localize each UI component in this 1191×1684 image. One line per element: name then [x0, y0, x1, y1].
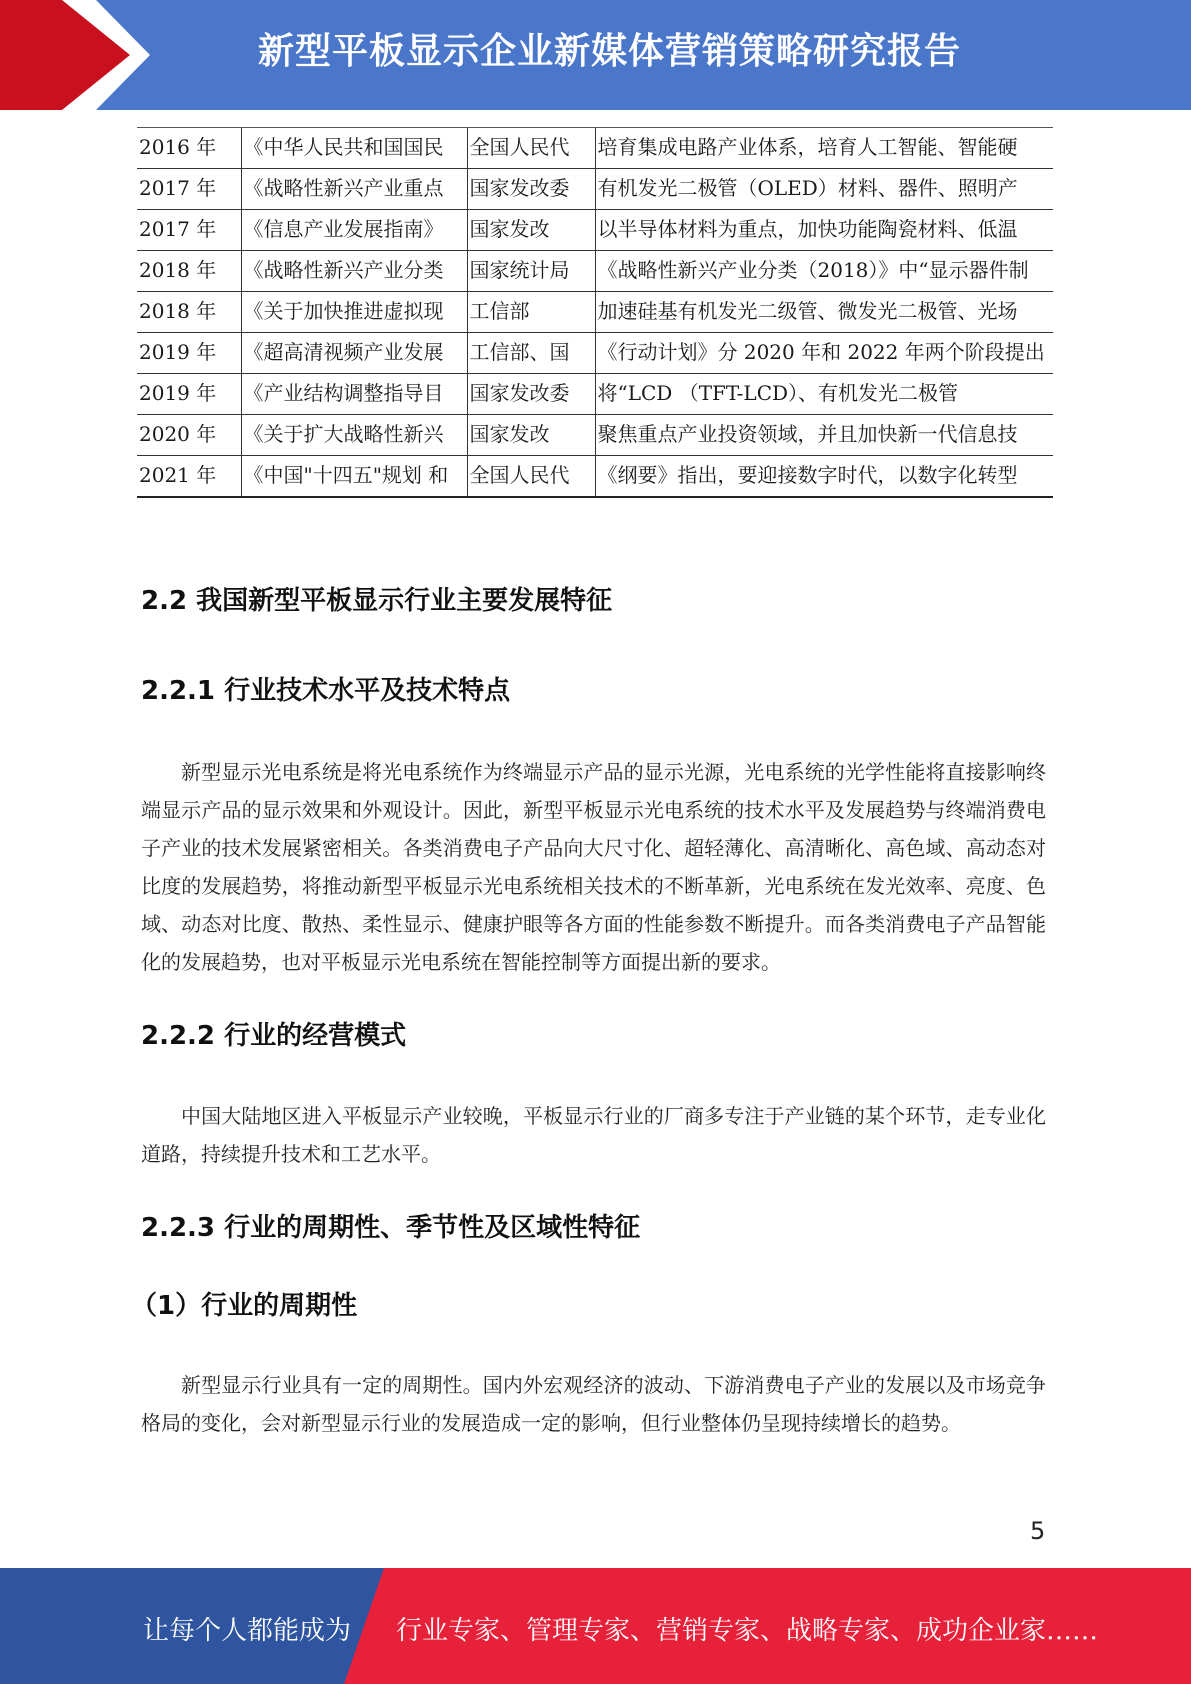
- content-cell: 《战略性新兴产业分类（2018）》中“显示器件制: [595, 251, 1053, 292]
- table-row: [137, 292, 1053, 333]
- department-cell: 国家发改: [467, 415, 595, 456]
- year-cell: 2017 年: [137, 210, 241, 251]
- footer-slogan-right: 行业专家、管理专家、营销专家、战略专家、成功企业家……: [396, 1616, 1099, 1646]
- table-row: [137, 415, 1053, 456]
- department-cell: 国家统计局: [467, 251, 595, 292]
- table-row: [137, 333, 1053, 374]
- content-cell: 将“LCD （TFT-LCD）、有机发光二极管: [595, 374, 1053, 415]
- policy-name-cell: 《关于扩大战略性新兴: [241, 415, 467, 456]
- table-row: [137, 374, 1053, 415]
- report-title: 新型平板显示企业新媒体营销策略研究报告: [258, 31, 962, 72]
- page-number: 5: [1030, 1517, 1046, 1545]
- policy-name-cell: 《中华人民共和国国民: [241, 128, 467, 169]
- year-cell: 2017 年: [137, 169, 241, 210]
- content-cell: 有机发光二极管（OLED）材料、器件、照明产: [595, 169, 1053, 210]
- footer-slogan-left: 让每个人都能成为: [143, 1616, 352, 1646]
- policy-name-cell: 《关于加快推进虚拟现: [241, 292, 467, 333]
- content-cell: 《纲要》指出，要迎接数字时代，以数字化转型: [595, 456, 1053, 498]
- policy-table: [137, 127, 1053, 498]
- section-2-2-1-paragraph: 新型显示光电系统是将光电系统作为终端显示产品的显示光源，光电系统的光学性能将直接影响终端显示产品的显示效果和外观设计。因此，新型平板显示光电系统的技术水平及发展趋势与终端消费电子产业的技术发展紧密相关。各类消费电子产品向大尺寸化、超轻薄化、高清晰化、高色域、高动态对比度的发展趋势，将推动新型平板显示光电系统相关技术的不断革新，光电系统在发光效率、亮度、色域、动态对比度、散热、柔性显示、健康护眼等各方面的性能参数不断提升。而各类消费电子产品智能化的发展趋势，也对平板显示光电系统在智能控制等方面提出新的要求。: [141, 760, 1046, 974]
- year-cell: 2018 年: [137, 251, 241, 292]
- department-cell: 国家发改: [467, 210, 595, 251]
- section-2-2-2-heading: 2.2.2 行业的经营模式: [141, 1021, 407, 1051]
- table-row: [137, 251, 1053, 292]
- footer-banner: [0, 1568, 1191, 1684]
- table-row: [137, 169, 1053, 210]
- content-cell: 聚焦重点产业投资领域，并且加快新一代信息技: [595, 415, 1053, 456]
- policy-name-cell: 《战略性新兴产业重点: [241, 169, 467, 210]
- department-cell: 工信部、国: [467, 333, 595, 374]
- year-cell: 2021 年: [137, 456, 241, 498]
- year-cell: 2018 年: [137, 292, 241, 333]
- content-cell: 加速硅基有机发光二级管、微发光二极管、光场: [595, 292, 1053, 333]
- header-banner: [0, 0, 1191, 110]
- policy-name-cell: 《中国"十四五"规划 和: [241, 456, 467, 498]
- section-2-2-heading: 2.2 我国新型平板显示行业主要发展特征: [141, 586, 613, 616]
- year-cell: 2020 年: [137, 415, 241, 456]
- year-cell: 2019 年: [137, 374, 241, 415]
- policy-name-cell: 《信息产业发展指南》: [241, 210, 467, 251]
- policy-name-cell: 《超高清视频产业发展: [241, 333, 467, 374]
- section-2-2-1-heading: 2.2.1 行业技术水平及技术特点: [141, 676, 511, 706]
- policy-name-cell: 《产业结构调整指导目: [241, 374, 467, 415]
- department-cell: 全国人民代: [467, 456, 595, 498]
- table-row: [137, 456, 1053, 498]
- policy-name-cell: 《战略性新兴产业分类: [241, 251, 467, 292]
- department-cell: 国家发改委: [467, 169, 595, 210]
- section-2-2-2-paragraph: 中国大陆地区进入平板显示产业较晚，平板显示行业的厂商多专注于产业链的某个环节，走专业化道路，持续提升技术和工艺水平。: [141, 1104, 1046, 1166]
- content-cell: 以半导体材料为重点，加快功能陶瓷材料、低温: [595, 210, 1053, 251]
- department-cell: 全国人民代: [467, 128, 595, 169]
- content-cell: 培育集成电路产业体系，培育人工智能、智能硬: [595, 128, 1053, 169]
- year-cell: 2016 年: [137, 128, 241, 169]
- table-row: [137, 128, 1053, 169]
- content-cell: 《行动计划》分 2020 年和 2022 年两个阶段提出: [595, 333, 1053, 374]
- section-2-2-3-heading: 2.2.3 行业的周期性、季节性及区域性特征: [141, 1213, 641, 1243]
- subsection-cyclicality-heading: （1）行业的周期性: [131, 1291, 358, 1321]
- year-cell: 2019 年: [137, 333, 241, 374]
- cyclicality-paragraph: 新型显示行业具有一定的周期性。国内外宏观经济的波动、下游消费电子产业的发展以及市场竞争格局的变化，会对新型显示行业的发展造成一定的影响，但行业整体仍呈现持续增长的趋势。: [141, 1373, 1046, 1435]
- table-row: [137, 210, 1053, 251]
- department-cell: 工信部: [467, 292, 595, 333]
- department-cell: 国家发改委: [467, 374, 595, 415]
